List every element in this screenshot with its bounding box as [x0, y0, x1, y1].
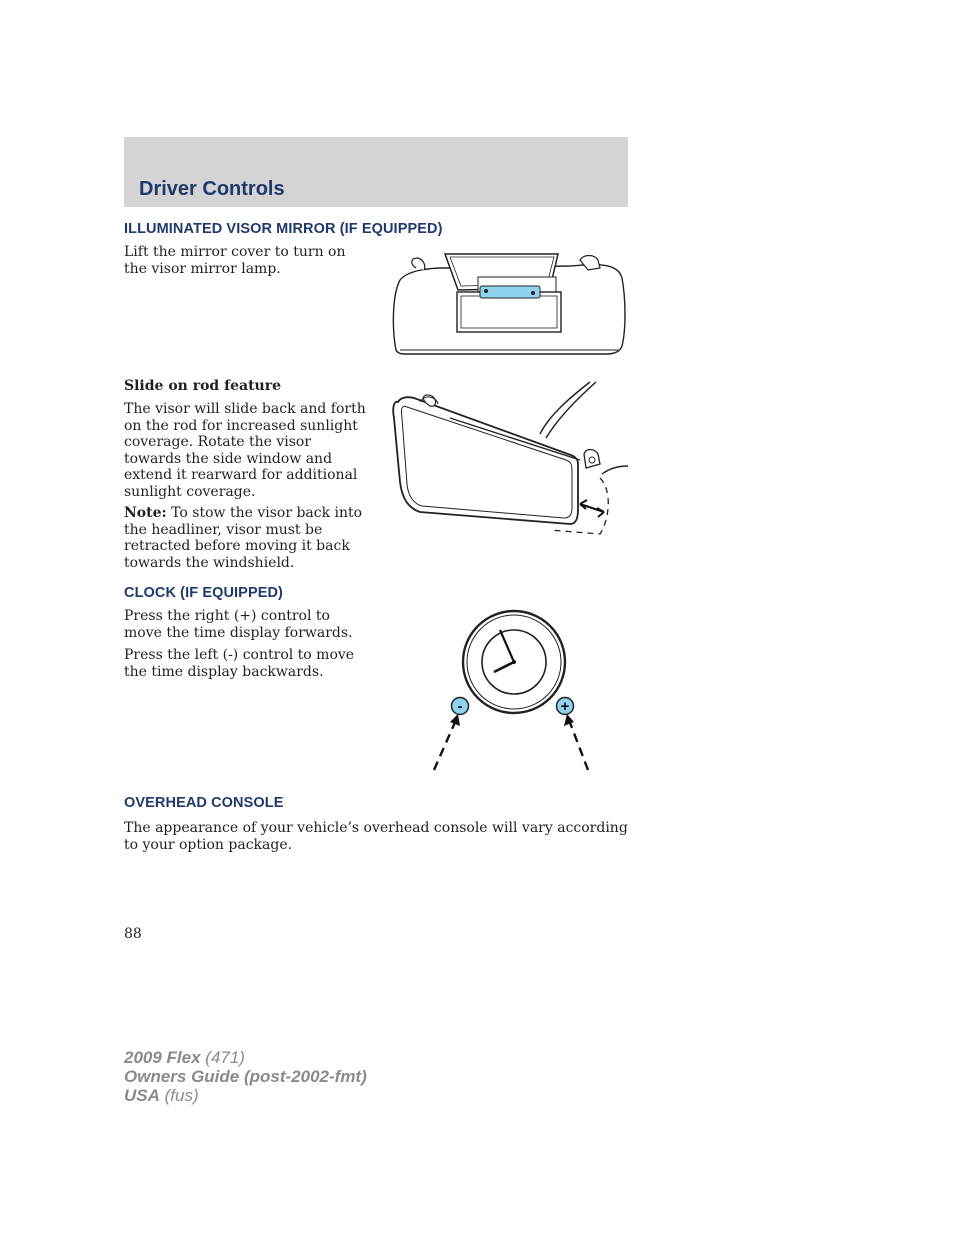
footer-line-2: [124, 1067, 367, 1086]
footer-guide: Owners Guide (post-2002-fmt): [124, 1067, 367, 1086]
footer-line-1: [124, 1048, 367, 1067]
footer-market-code: (fus): [159, 1086, 199, 1105]
overhead-console-heading: OVERHEAD CONSOLE: [124, 795, 284, 811]
visor-slide-illustration: [390, 378, 630, 538]
clock-plus-label: +: [560, 698, 570, 715]
slide-rod-text: The visor will slide back and forth on the rod for increased sunlight coverage. Rotate the visor towards the side window and extend it rearward for additional sunlight coverage.: [124, 401, 366, 500]
visor-mirror-heading: ILLUMINATED VISOR MIRROR (IF EQUIPPED): [124, 221, 443, 237]
note-text: To stow the visor back into the headliner, visor must be retracted before moving it back towards the windshield.: [124, 505, 363, 571]
note-label: Note:: [124, 505, 167, 521]
overhead-console-text: The appearance of your vehicle’s overhead console will vary according to your option package.: [124, 820, 628, 853]
footer-line-3: [124, 1086, 367, 1105]
page-number: 88: [124, 926, 142, 942]
clock-heading: CLOCK (IF EQUIPPED): [124, 585, 283, 601]
clock-minus-button: [452, 698, 469, 716]
clock-plus-button: [557, 698, 574, 716]
clock-text-backward: Press the left (-) control to move the time display backwards.: [124, 647, 355, 680]
document-footer: [124, 1048, 367, 1105]
slide-rod-heading: Slide on rod feature: [124, 378, 282, 394]
clock-text-forward: Press the right (+) control to move the time display forwards.: [124, 608, 353, 641]
visor-mirror-illustration: [390, 250, 630, 356]
footer-model: 2009 Flex: [124, 1048, 201, 1067]
slide-rod-note: [124, 505, 370, 571]
footer-market: USA: [124, 1086, 160, 1105]
clock-illustration: [430, 608, 594, 774]
footer-model-code: (471): [200, 1048, 245, 1067]
clock-minus-label: -: [457, 698, 463, 715]
page-title: Driver Controls: [139, 178, 285, 200]
visor-mirror-text: Lift the mirror cover to turn on the visor mirror lamp.: [124, 244, 346, 277]
section-header-band: [124, 137, 628, 207]
